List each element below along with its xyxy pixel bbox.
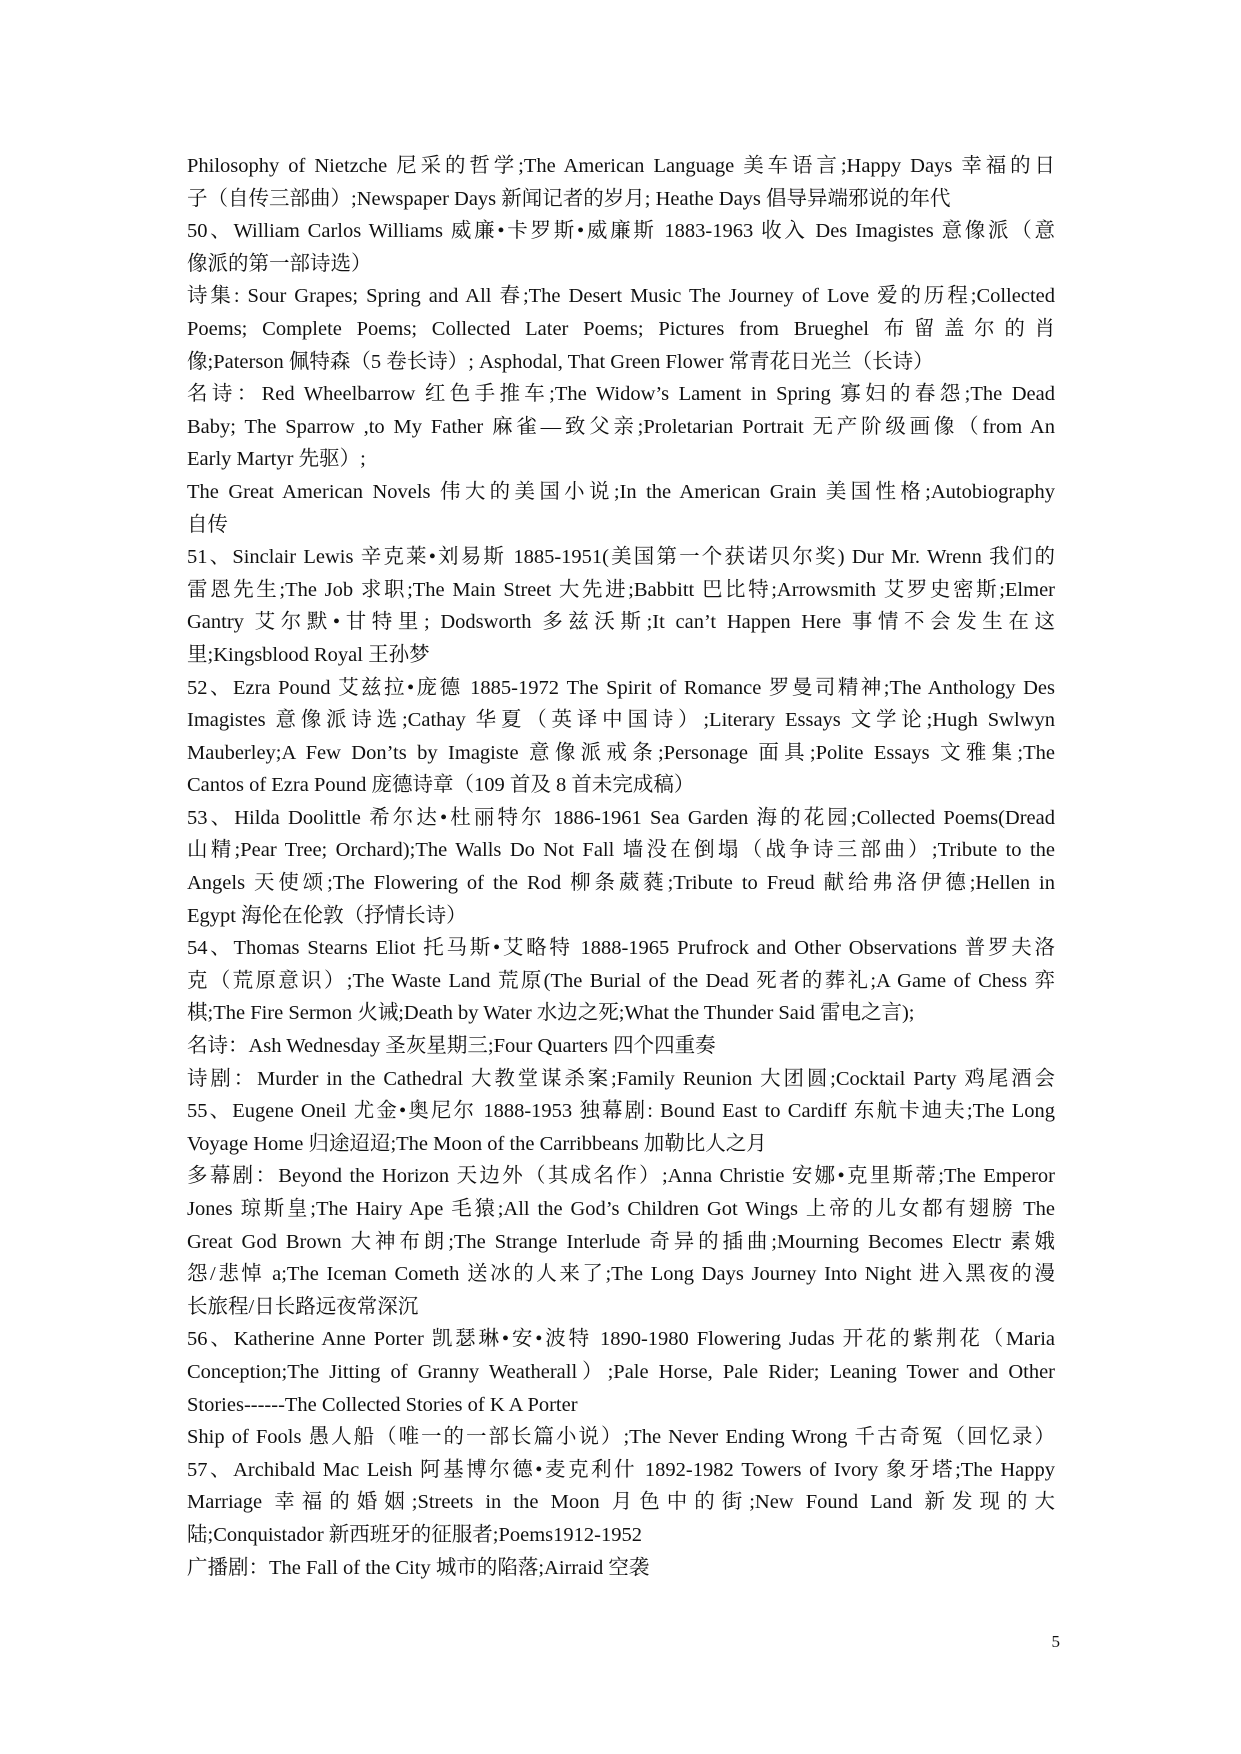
text-line: The Great American Novels 伟大的美国小说;In the American Grain 美国性格;Autobiography <box>187 480 1055 503</box>
text-line: Ship of Fools 愚人船（唯一的一部长篇小说）;The Never Ending Wrong 千古奇冤（回忆录） <box>187 1426 1055 1449</box>
text-line: Mauberley;A Few Don’ts by Imagiste 意像派戒条;Personage 面具;Polite Essays 文雅集;The <box>187 741 1055 764</box>
text-line: Cantos of Ezra Pound 庞德诗章（109 首及 8 首未完成稿） <box>187 774 695 797</box>
text-line: Stories------The Collected Stories of K A Porter <box>187 1393 578 1416</box>
text-line: 51、Sinclair Lewis 辛克莱•刘易斯 1885-1951(美国第一个获诺贝尔奖) Dur Mr. Wrenn 我们的 <box>187 546 1055 569</box>
text-line: Angels 天使颂;The Flowering of the Rod 柳条葳蕤;Tribute to Freud 献给弗洛伊德;Hellen in <box>187 872 1055 895</box>
text-line: Great God Brown 大神布朗;The Strange Interlude 奇异的插曲;Mourning Becomes Electr 素娥 <box>187 1230 1055 1253</box>
body-text <box>187 150 1055 1584</box>
text-line: 山精;Pear Tree; Orchard);The Walls Do Not Fall 墙没在倒塌（战争诗三部曲）;Tribute to the <box>187 839 1055 862</box>
text-line: Early Martyr 先驱）; <box>187 448 366 471</box>
text-line: Jones 琼斯皇;The Hairy Ape 毛猿;All the God’s Children Got Wings 上帝的儿女都有翅膀 The <box>187 1198 1055 1220</box>
text-line: Baby; The Sparrow ,to My Father 麻雀—致父亲;Proletarian Portrait 无产阶级画像（from An <box>187 415 1055 438</box>
text-line: 子（自传三部曲）;Newspaper Days 新闻记者的岁月; Heathe Days 倡导异端邪说的年代 <box>187 187 951 210</box>
text-line: Gantry 艾尔默•甘特里; Dodsworth 多兹沃斯;It can’t Happen Here 事情不会发生在这 <box>187 611 1055 634</box>
text-line: 57、Archibald Mac Leish 阿基博尔德•麦克利什 1892-1982 Towers of Ivory 象牙塔;The Happy <box>187 1458 1055 1481</box>
text-line: 50、William Carlos Williams 威廉•卡罗斯•威廉斯 1883-1963 收入 Des Imagistes 意像派（意 <box>187 220 1055 243</box>
text-line: 里;Kingsblood Royal 王孙梦 <box>187 643 430 666</box>
text-line: 53、Hilda Doolittle 希尔达•杜丽特尔 1886-1961 Sea Garden 海的花园;Collected Poems(Dread <box>187 806 1055 829</box>
page-number: 5 <box>1051 1632 1060 1651</box>
text-line: 陆;Conquistador 新西班牙的征服者;Poems1912-1952 <box>187 1523 642 1546</box>
text-line: 诗剧：Murder in the Cathedral 大教堂谋杀案;Family Reunion 大团圆;Cocktail Party 鸡尾酒会 <box>187 1067 1055 1090</box>
text-line: 诗集: Sour Grapes; Spring and All 春;The Desert Music The Journey of Love 爱的历程;Collected <box>187 285 1055 308</box>
text-line: Poems; Complete Poems; Collected Later Poems; Pictures from Brueghel 布留盖尔的肖 <box>187 317 1055 340</box>
text-line: 名诗：Ash Wednesday 圣灰星期三;Four Quarters 四个四重奏 <box>187 1035 716 1058</box>
text-line: 棋;The Fire Sermon 火诫;Death by Water 水边之死;What the Thunder Said 雷电之言); <box>187 1002 915 1025</box>
text-line: Marriage 幸福的婚姻;Streets in the Moon 月色中的街;New Found Land 新发现的大 <box>187 1491 1055 1514</box>
text-line: 56、Katherine Anne Porter 凯瑟琳•安•波特 1890-1980 Flowering Judas 开花的紫荆花（Maria <box>187 1328 1055 1351</box>
text-line: 54、Thomas Stearns Eliot 托马斯•艾略特 1888-1965 Prufrock and Other Observations 普罗夫洛 <box>187 937 1055 960</box>
text-line: 怨/悲悼 a;The Iceman Cometh 送冰的人来了;The Long Days Journey Into Night 进入黑夜的漫 <box>187 1263 1055 1286</box>
text-line: 克（荒原意识）;The Waste Land 荒原(The Burial of the Dead 死者的葬礼;A Game of Chess 弈 <box>187 969 1055 992</box>
text-line: Philosophy of Nietzche 尼采的哲学;The American Language 美车语言;Happy Days 幸福的日 <box>187 155 1055 177</box>
text-line: 自传 <box>187 513 228 536</box>
text-line: 雷恩先生;The Job 求职;The Main Street 大先进;Babbitt 巴比特;Arrowsmith 艾罗史密斯;Elmer <box>187 578 1055 601</box>
text-line: 55、Eugene Oneil 尤金•奥尼尔 1888-1953 独幕剧: Bound East to Cardiff 东航卡迪夫;The Long <box>187 1100 1055 1123</box>
text-line: 多幕剧：Beyond the Horizon 天边外（其成名作）;Anna Christie 安娜•克里斯蒂;The Emperor <box>187 1165 1055 1188</box>
text-line: Voyage Home 归途迢迢;The Moon of the Carribbeans 加勒比人之月 <box>187 1132 767 1155</box>
text-line: 52、Ezra Pound 艾兹拉•庞德 1885-1972 The Spirit of Romance 罗曼司精神;The Anthology Des <box>187 676 1055 699</box>
text-line: 像派的第一部诗选） <box>187 252 372 275</box>
text-line: 像;Paterson 佩特森（5 卷长诗）; Asphodal, That Green Flower 常青花日光兰（长诗） <box>187 350 934 373</box>
text-line: Conception;The Jitting of Granny Weatherall）;Pale Horse, Pale Rider; Leaning Tower and Other <box>187 1360 1055 1383</box>
text-line: 广播剧：The Fall of the City 城市的陷落;Airraid 空袭 <box>187 1556 650 1579</box>
text-line: Imagistes 意像派诗选;Cathay 华夏（英译中国诗）;Literary Essays 文学论;Hugh Swlwyn <box>187 709 1055 732</box>
text-line: 名诗：Red Wheelbarrow 红色手推车;The Widow’s Lament in Spring 寡妇的春怨;The Dead <box>187 383 1055 406</box>
text-line: 长旅程/日长路远夜常深沉 <box>187 1295 419 1318</box>
text-line: Egypt 海伦在伦敦（抒情长诗） <box>187 904 467 927</box>
